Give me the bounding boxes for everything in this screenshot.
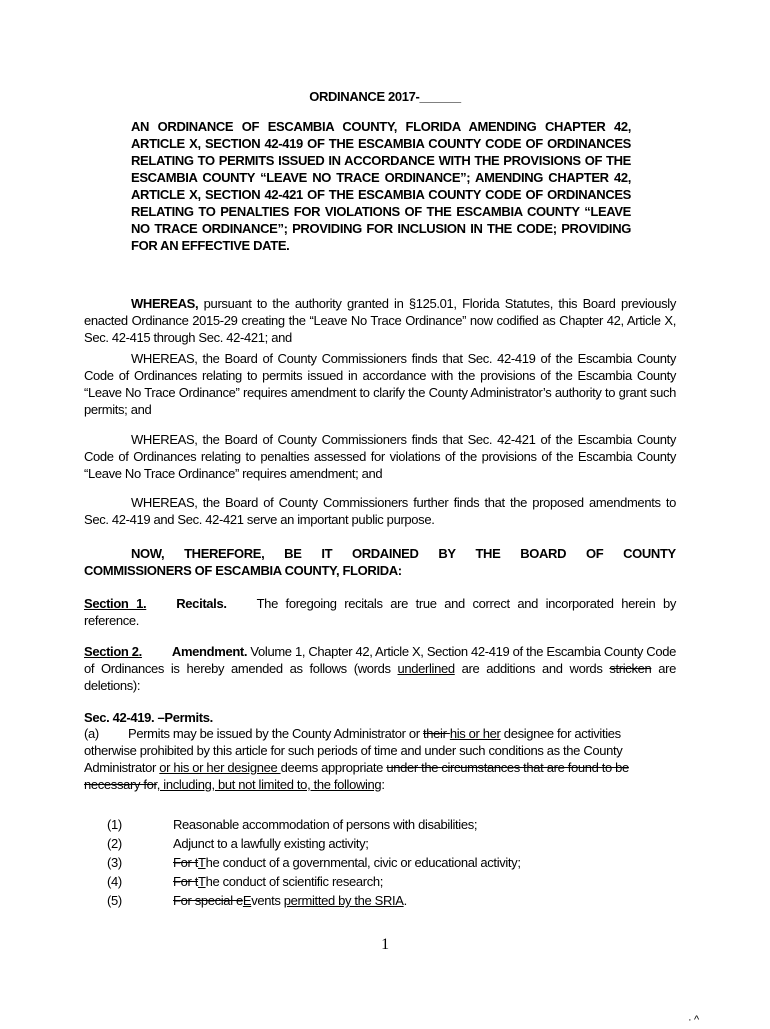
ordinance-title-block: AN ORDINANCE OF ESCAMBIA COUNTY, FLORIDA AMENDING CHAPTER 42, ARTICLE X, SECTION 42-419 OF THE ESCAMBIA COUNTY CODE OF ORDINANCES RELATING TO PERMITS ISSUED IN ACCORDANCE WITH THE PROVISIONS OF THE ESCAMBIA COUNTY “LEAVE NO TRACE ORDINANCE”; AMENDING CHAPTER 42, ARTICLE X, SECTION 42-421 OF THE ESCAMBIA COUNTY CODE OF ORDINANCES RELATING TO PENALTIES FOR VIOLATIONS OF THE ESCAMBIA COUNTY “LEAVE NO TRACE ORDINANCE”; PROVIDING FOR INCLUSION IN THE CODE; PROVIDING FOR AN EFFECTIVE DATE.	[131, 119, 631, 253]
section-2-underlined-example: underlined	[397, 661, 455, 676]
now-therefore-word: BOARD	[520, 546, 567, 561]
corner-scan-marks: · ^	[688, 1014, 699, 1026]
section-1-text: The foregoing recitals are true and correct and incorporated herein by reference.	[84, 596, 676, 628]
list-item-text: Adjunct to a lawfully existing activity;	[173, 836, 369, 851]
section-1-heading: Recitals.	[176, 596, 227, 611]
now-therefore-line-1	[84, 545, 676, 562]
list-item-text: For tThe conduct of scientific research;	[173, 874, 383, 889]
section-2-stricken-example: stricken	[609, 661, 652, 676]
whereas-paragraph-2: WHEREAS, the Board of County Commissioners finds that Sec. 42-419 of the Escambia County Code of Ordinances relating to permits issued in accordance with the provisions of the Escambia County “Leave No Trace Ordinance” requires amendment to clarify the County Administrator’s authority to grant such permits; and	[84, 351, 676, 417]
section-2-text-middle: are additions and words	[454, 661, 610, 676]
deleted-text: their	[423, 726, 450, 741]
whereas-paragraph-1	[84, 295, 676, 346]
list-item	[107, 873, 667, 892]
inserted-text: permitted by the SRIA	[283, 893, 404, 908]
section-1	[84, 595, 676, 629]
now-therefore-word: BE	[284, 546, 302, 561]
deleted-text: For t	[173, 855, 198, 870]
whereas-body: pursuant to the authority granted in §125.01, Florida Statutes, this Board previously enacted Ordinance 2015-29 creating the “Leave No Trace Ordinance” now codified as Chapter 42, Article X, Sec. 42-415 through Sec. 42-421; and	[84, 296, 676, 345]
list-item-text: For tThe conduct of a governmental, civic or educational activity;	[173, 855, 521, 870]
list-item-number: (4)	[107, 874, 122, 889]
now-therefore-word: NOW,	[131, 546, 165, 561]
whereas-lead: WHEREAS,	[131, 296, 199, 311]
list-item-number: (5)	[107, 893, 122, 908]
now-therefore-line-2: COMMISSIONERS OF ESCAMBIA COUNTY, FLORIDA:	[84, 563, 402, 578]
now-therefore-word: COUNTY	[623, 546, 676, 561]
page-number: 1	[381, 936, 389, 953]
now-therefore-word: ORDAINED	[351, 546, 419, 561]
now-therefore-clause	[84, 545, 676, 579]
list-item-number: (3)	[107, 855, 122, 870]
ordinance-number-title: ORDINANCE 2017-______	[309, 89, 461, 104]
list-item-text: For special eEvents permitted by the SRIA.	[173, 893, 407, 908]
now-therefore-word: OF	[585, 546, 604, 561]
now-therefore-word: BY	[438, 546, 456, 561]
section-2	[84, 643, 676, 694]
permit-activity-list	[107, 816, 667, 911]
subsection-a-label: (a)	[84, 726, 99, 741]
deleted-text: For special e	[173, 893, 243, 908]
inserted-text: T	[197, 874, 206, 889]
inserted-text: or his or her designee	[159, 760, 281, 775]
inserted-text: , including, but not limited to, the following	[156, 777, 382, 792]
now-therefore-word: IT	[321, 546, 333, 561]
deleted-text: under the circumstances that are found to be necessary for	[84, 760, 629, 792]
list-item	[107, 835, 667, 854]
list-item	[107, 854, 667, 873]
list-item	[107, 892, 667, 911]
list-item	[107, 816, 667, 835]
list-item-number: (2)	[107, 836, 122, 851]
now-therefore-word: THEREFORE,	[184, 546, 265, 561]
section-2-label: Section 2.	[84, 644, 142, 659]
list-item-text: Reasonable accommodation of persons with disabilities;	[173, 817, 478, 832]
inserted-text: his or her	[449, 726, 501, 741]
section-2-text-after: are deletions):	[84, 661, 676, 693]
whereas-paragraph-4: WHEREAS, the Board of County Commissioners further finds that the proposed amendments to Sec. 42-419 and Sec. 42-421 serve an important public purpose.	[84, 495, 676, 527]
inserted-text: E	[242, 893, 252, 908]
deleted-text: For t	[173, 874, 198, 889]
section-1-label: Section 1.	[84, 596, 147, 611]
inserted-text: T	[197, 855, 206, 870]
code-section-heading: Sec. 42-419. –Permits.	[84, 710, 213, 725]
whereas-paragraph-3: WHEREAS, the Board of County Commissioners finds that Sec. 42-421 of the Escambia County Code of Ordinances relating to penalties assessed for violations of the provisions of the Escambia County “Leave No Trace Ordinance” requires amendment; and	[84, 432, 676, 481]
now-therefore-word: THE	[475, 546, 501, 561]
list-item-number: (1)	[107, 817, 122, 832]
section-2-text-before: Volume 1, Chapter 42, Article X, Section 42-419 of the Escambia County Code of Ordinances is hereby amended as follows (words	[84, 644, 676, 676]
subsection-a: (a) Permits may be issued by the County Administrator or their his or her designee for activities otherwise prohibited by this article for such periods of time and under such conditions as the County Administrator or his or her designee deems appropriate under the circumstances that are found to be necessary for, including, but not limited to, the following:	[84, 726, 629, 792]
section-2-heading: Amendment.	[171, 644, 248, 659]
